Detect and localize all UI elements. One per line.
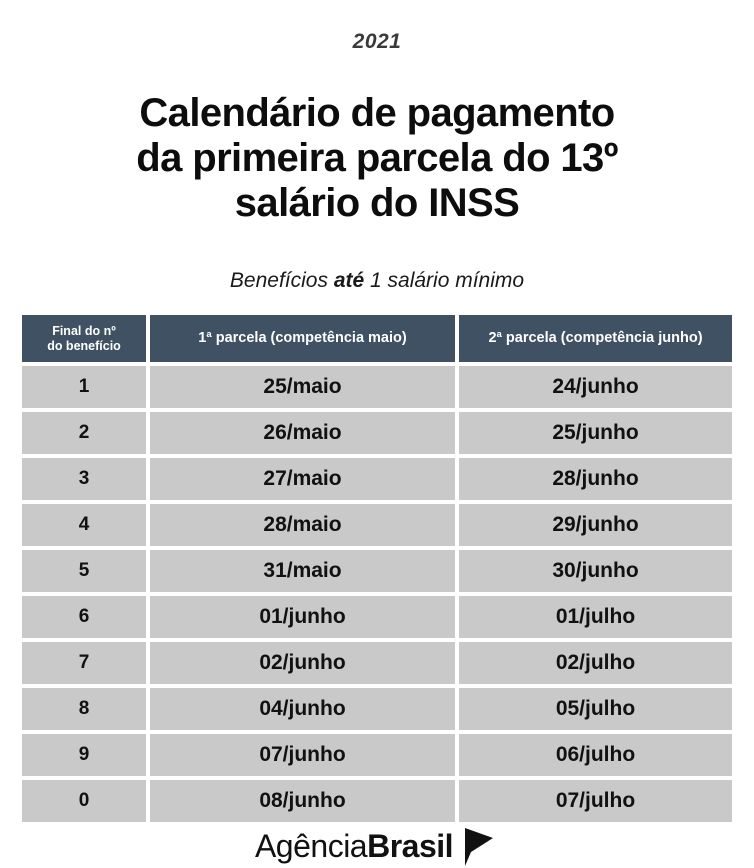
cell-final-digit: 0	[22, 780, 150, 822]
table-row	[22, 366, 732, 408]
cell-parcela-1: 26/maio	[150, 412, 459, 454]
cell-final-digit: 1	[22, 366, 150, 408]
year-label: 2021	[352, 30, 402, 53]
cell-parcela-1: 01/junho	[150, 596, 459, 638]
cell-parcela-2: 29/junho	[459, 504, 732, 546]
cell-final-digit: 2	[22, 412, 150, 454]
cell-final-digit: 8	[22, 688, 150, 730]
column-header-parcela-2: 2ª parcela (competência junho)	[459, 315, 732, 362]
table-row	[22, 596, 732, 638]
column-header-final-line2: do benefício	[47, 338, 121, 353]
cell-parcela-1: 07/junho	[150, 734, 459, 776]
subtitle-suffix: 1 salário mínimo	[364, 269, 525, 293]
agencia-brasil-flag-icon	[459, 826, 499, 868]
cell-final-digit: 7	[22, 642, 150, 684]
cell-parcela-1: 04/junho	[150, 688, 459, 730]
page-title-line-2: da primeira parcela do 13º	[136, 135, 618, 180]
page-title-line-3: salário do INSS	[234, 181, 520, 226]
column-header-final	[22, 315, 150, 362]
table-header-row	[22, 315, 732, 362]
cell-parcela-2: 05/julho	[459, 688, 732, 730]
cell-parcela-2: 24/junho	[459, 366, 732, 408]
column-header-parcela-1: 1ª parcela (competência maio)	[150, 315, 459, 362]
cell-parcela-2: 30/junho	[459, 550, 732, 592]
table-row	[22, 642, 732, 684]
table-row	[22, 688, 732, 730]
subtitle	[230, 269, 524, 293]
table-row	[22, 504, 732, 546]
table-body	[22, 366, 732, 822]
table-row	[22, 412, 732, 454]
table-row	[22, 458, 732, 500]
cell-final-digit: 4	[22, 504, 150, 546]
brand-name-bold: Brasil	[367, 828, 454, 865]
cell-parcela-2: 06/julho	[459, 734, 732, 776]
payment-calendar-table	[22, 311, 732, 826]
cell-final-digit: 3	[22, 458, 150, 500]
table-row	[22, 780, 732, 822]
cell-parcela-2: 01/julho	[459, 596, 732, 638]
cell-parcela-1: 31/maio	[150, 550, 459, 592]
cell-parcela-2: 28/junho	[459, 458, 732, 500]
cell-parcela-2: 07/julho	[459, 780, 732, 822]
footer-logo	[255, 826, 499, 868]
cell-parcela-1: 28/maio	[150, 504, 459, 546]
page-title	[136, 91, 617, 227]
subtitle-prefix: Benefícios	[229, 269, 334, 293]
subtitle-emphasis: até	[333, 269, 365, 293]
cell-parcela-2: 25/junho	[459, 412, 732, 454]
table-row	[22, 550, 732, 592]
cell-final-digit: 9	[22, 734, 150, 776]
cell-final-digit: 6	[22, 596, 150, 638]
cell-parcela-1: 02/junho	[150, 642, 459, 684]
table-header	[22, 315, 732, 362]
brand-name-light: Agência	[254, 828, 368, 865]
cell-parcela-2: 02/julho	[459, 642, 732, 684]
page-title-line-1: Calendário de pagamento	[139, 90, 615, 135]
column-header-final-line1: Final do nº	[52, 324, 116, 339]
brand-wordmark	[255, 828, 453, 865]
cell-parcela-1: 25/maio	[150, 366, 459, 408]
cell-parcela-1: 27/maio	[150, 458, 459, 500]
cell-parcela-1: 08/junho	[150, 780, 459, 822]
cell-final-digit: 5	[22, 550, 150, 592]
table-row	[22, 734, 732, 776]
